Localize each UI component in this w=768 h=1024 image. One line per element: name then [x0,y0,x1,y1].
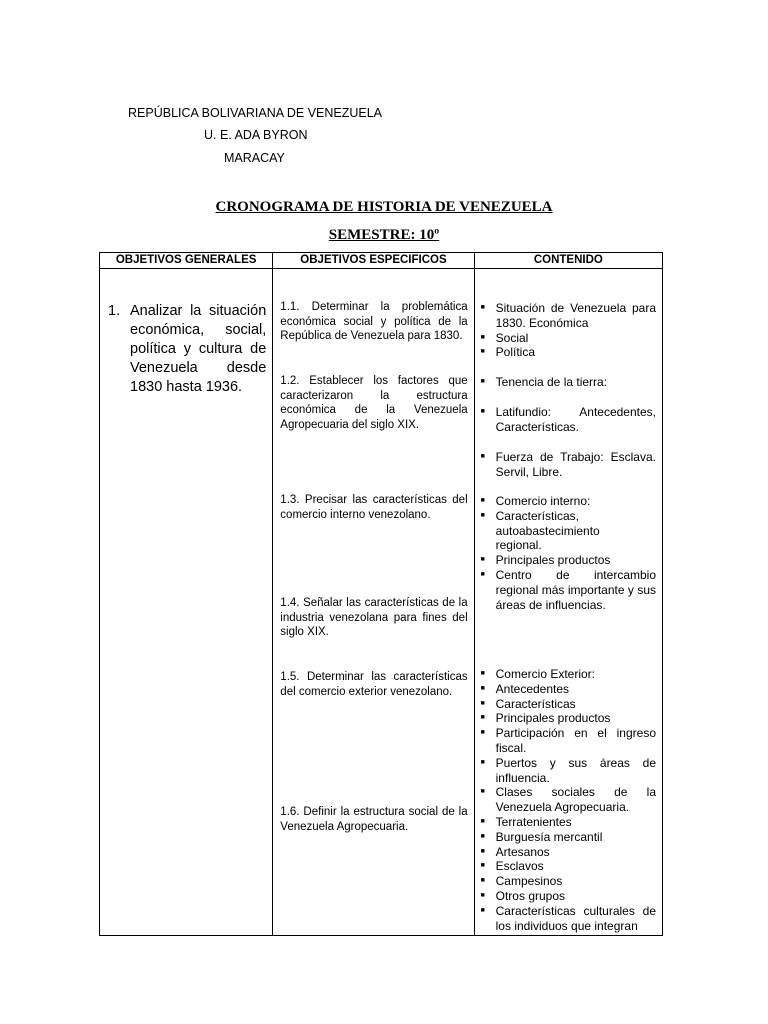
list-item: ■ Latifundio: Antecedentes, Características. [480,405,656,434]
list-item: ■ Participación en el ingreso fiscal. [480,726,656,755]
list-item: ■ Antecedentes [480,681,570,696]
city-heading: MARACAY [224,151,285,165]
specific-objective-1-5: 1.5. Determinar las características del comercio exterior venezolano. [280,671,468,698]
list-item: ■ Características [480,696,576,711]
list-item: ■ Comercio Exterior: [480,667,595,681]
list-item: ■ Principales productos [480,711,611,726]
content-block-comercio-interno [481,494,656,612]
list-item: ■ Otros grupos [480,888,566,903]
list-item: ■ Características, autoabastecimiento regional. [480,508,600,553]
specific-objective-1-2: 1.2. Establecer los factores que caracterizaron la estructura económica de la Venezuela Agropecuaria del siglo XIX. [280,375,468,431]
list-item: ■ Comercio interno: [480,494,591,508]
specific-objective-1-3: 1.3. Precisar las características del comercio interno venezolano. [280,494,468,521]
table-row [100,269,663,936]
list-item: ■ Política [480,345,535,360]
general-objective-text: Analizar la situación económica, social, política y cultura de Venezuela desde 1830 hasta 1936. [130,303,267,395]
specific-objective-1-4: 1.4. Señalar las características de la industria venezolana para fines del siglo XIX. [280,597,468,639]
list-item: ■ Artesanos [480,844,550,859]
bullet-icon: ■ [480,408,485,415]
bullet-icon: ■ [480,670,485,677]
list-item: ■ Fuerza de Trabajo: Esclava. Servil, Libre. [480,450,656,479]
bullet-icon: ■ [480,570,485,578]
content-block-comercio-exterior [481,667,656,933]
specific-objective-1-6: 1.6. Definir la estructura social de la Venezuela Agropecuaria. [280,806,468,833]
list-item: ■ Principales productos [480,553,611,568]
list-item: ■ Campesinos [480,874,563,889]
general-objective-cell [100,269,273,936]
school-heading: U. E. ADA BYRON [204,128,308,142]
semester-title: SEMESTRE: 10º [328,227,440,243]
general-objective-number: 1. [108,303,121,319]
document-title: CRONOGRAMA DE HISTORIA DE VENEZUELA [215,199,553,215]
bullet-icon: ■ [480,453,485,460]
content-cell [474,269,662,936]
header-general-objectives: OBJETIVOS GENERALES [100,253,273,269]
bullet-icon: ■ [480,758,485,766]
bullet-icon: ■ [480,906,485,914]
bullet-icon: ■ [480,788,485,796]
list-item: ■ Social [480,330,529,345]
list-item: ■ Burguesía mercantil [480,829,603,844]
bullet-icon: ■ [480,877,485,885]
header-content: CONTENIDO [474,253,662,269]
bullet-icon: ■ [480,378,485,385]
bullet-icon: ■ [480,684,485,692]
bullet-icon: ■ [480,847,485,855]
content-block-situacion [481,301,656,360]
bullet-icon: ■ [480,511,485,519]
bullet-icon: ■ [480,497,485,504]
bullet-icon: ■ [480,729,485,737]
list-item: ■ Situación de Venezuela para 1830. Económica [480,301,656,330]
bullet-icon: ■ [480,832,485,840]
list-item: ■ Puertos y sus áreas de influencia. [480,755,656,785]
specific-objective-1-1: 1.1. Determinar la problemática económica social y política de la República de Venezuela para 1830. [280,301,468,343]
bullet-icon: ■ [480,304,485,311]
list-item: ■ Esclavos [480,859,544,874]
table-header-row [100,253,663,269]
list-item: ■ Terratenientes [480,814,572,829]
bullet-icon: ■ [480,817,485,825]
content-block-fuerza-trabajo [481,450,656,480]
list-item: ■ Clases sociales de la Venezuela Agropecuaria. [480,785,656,815]
bullet-icon: ■ [480,714,485,722]
header-specific-objectives: OBJETIVOS ESPECIFICOS [273,253,474,269]
content-block-tenencia [481,375,656,390]
bullet-icon: ■ [480,348,485,356]
bullet-icon: ■ [480,699,485,707]
bullet-icon: ■ [480,556,485,564]
schedule-table [99,252,663,936]
bullet-icon: ■ [480,333,485,341]
list-item: ■ Centro de intercambio regional más importante y sus áreas de influencias. [480,567,656,612]
bullet-icon: ■ [480,862,485,870]
bullet-icon: ■ [480,891,485,899]
list-item: ■ Tenencia de la tierra: [480,375,608,389]
list-item: ■ Características culturales de los individuos que integran [480,903,656,933]
specific-objectives-cell [273,269,474,936]
republic-heading: REPÚBLICA BOLIVARIANA DE VENEZUELA [128,106,383,120]
content-block-latifundio [481,405,656,435]
